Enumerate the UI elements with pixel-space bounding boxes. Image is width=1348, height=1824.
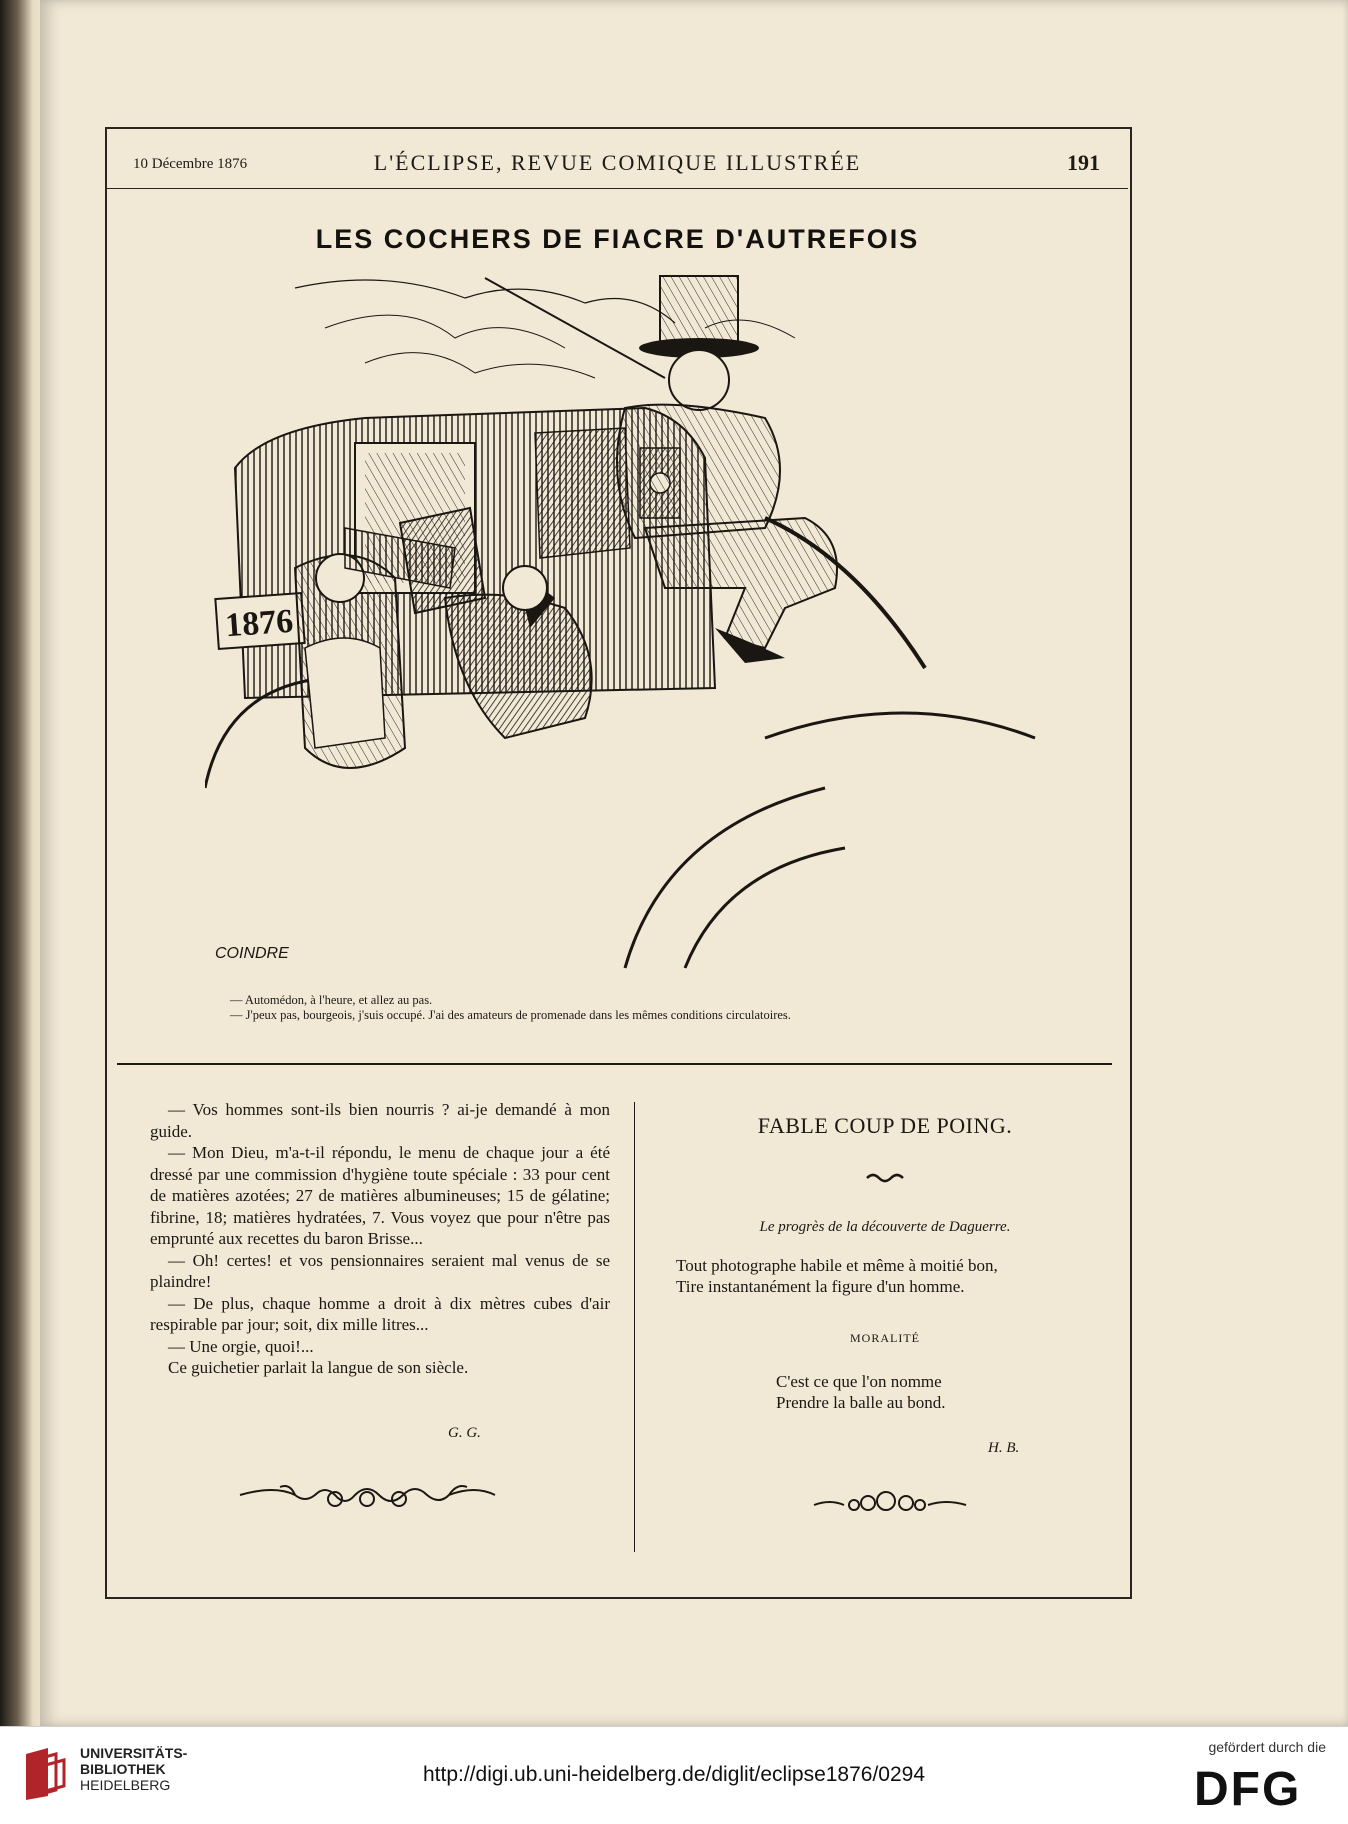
caption-line: — J'peux pas, bourgeois, j'suis occupé. J'ai des amateurs de promenade dans les mêmes conditions circulatoires. xyxy=(230,1008,791,1022)
fable-verse xyxy=(676,1255,998,1297)
column-rule xyxy=(634,1102,635,1552)
verse-line: C'est ce que l'on nomme xyxy=(776,1372,942,1391)
section-rule xyxy=(117,1063,1112,1065)
fable-title: FABLE COUP DE POING. xyxy=(757,1113,1013,1138)
permalink-url[interactable]: http://digi.ub.uni-heidelberg.de/diglit/eclipse1876/0294 xyxy=(422,1763,926,1786)
cartoon-illustration xyxy=(205,268,1065,980)
masthead: L'ÉCLIPSE, REVUE COMIQUE ILLUSTRÉE xyxy=(373,150,862,175)
article-paragraph: — Mon Dieu, m'a-t-il répondu, le menu de chaque jour a été dressé par une commission d'hygiène toute spéciale : 33 pour cent de matières azotées; 27 de matières albumineuses; 15 de gélatine; fibrine, 18; matières hydratées, 7. Vous voyez que pour n'être pas emprunté aux recettes du baron Brisse... xyxy=(150,1143,610,1248)
cartoon-caption xyxy=(230,993,1030,1023)
ornamental-flourish xyxy=(810,1485,970,1519)
verse-line: Prendre la balle au bond. xyxy=(776,1393,946,1412)
institution-name: UNIVERSITÄTS- BIBLIOTHEK HEIDELBERG xyxy=(80,1745,188,1793)
fable-subtitle: Le progrès de la découverte de Daguerre. xyxy=(759,1219,1011,1235)
carriage-number: 1876 xyxy=(223,602,295,645)
fable-signature: H. B. xyxy=(988,1440,1020,1456)
book-binding xyxy=(0,0,44,1726)
page-number: 191 xyxy=(1067,150,1100,175)
left-article-signature: G. G. xyxy=(448,1425,481,1441)
article-paragraph: — Oh! certes! et vos pensionnaires seraient mal venus de se plaindre! xyxy=(150,1250,610,1291)
verse-line: Tire instantanément la figure d'un homme. xyxy=(676,1277,965,1296)
header-rule xyxy=(107,188,1128,189)
article-paragraph: — Vos hommes sont-ils bien nourris ? ai-je demandé à mon guide. xyxy=(150,1100,610,1141)
moral-label: MORALITÉ xyxy=(850,1331,920,1345)
cartoon-title: LES COCHERS DE FIACRE D'AUTREFOIS xyxy=(315,224,920,254)
footer-bar xyxy=(0,1726,1348,1824)
article-paragraph: — Une orgie, quoi!... xyxy=(168,1336,314,1356)
ornamental-flourish xyxy=(235,1475,500,1515)
article-paragraph: Ce guichetier parlait la langue de son siècle. xyxy=(168,1358,469,1377)
article-paragraph: — De plus, chaque homme a droit à dix mètres cubes d'air respirable par jour; soit, dix mille litres... xyxy=(150,1293,610,1334)
page-header xyxy=(107,150,1128,186)
dfg-logo-text: DFG xyxy=(1194,1763,1302,1811)
small-separator-ornament xyxy=(865,1170,905,1184)
issue-date: 10 Décembre 1876 xyxy=(133,156,248,172)
caption-line: — Automédon, à l'heure, et allez au pas. xyxy=(230,993,433,1007)
dfg-logo-icon xyxy=(1194,1763,1324,1811)
left-article xyxy=(150,1099,610,1379)
artist-signature: COINDRE xyxy=(215,945,289,962)
verse-line: Tout photographe habile et même à moitié bon, xyxy=(676,1256,998,1275)
funding-label: gefördert durch die xyxy=(1208,1739,1326,1755)
moral-verse xyxy=(776,1371,945,1413)
